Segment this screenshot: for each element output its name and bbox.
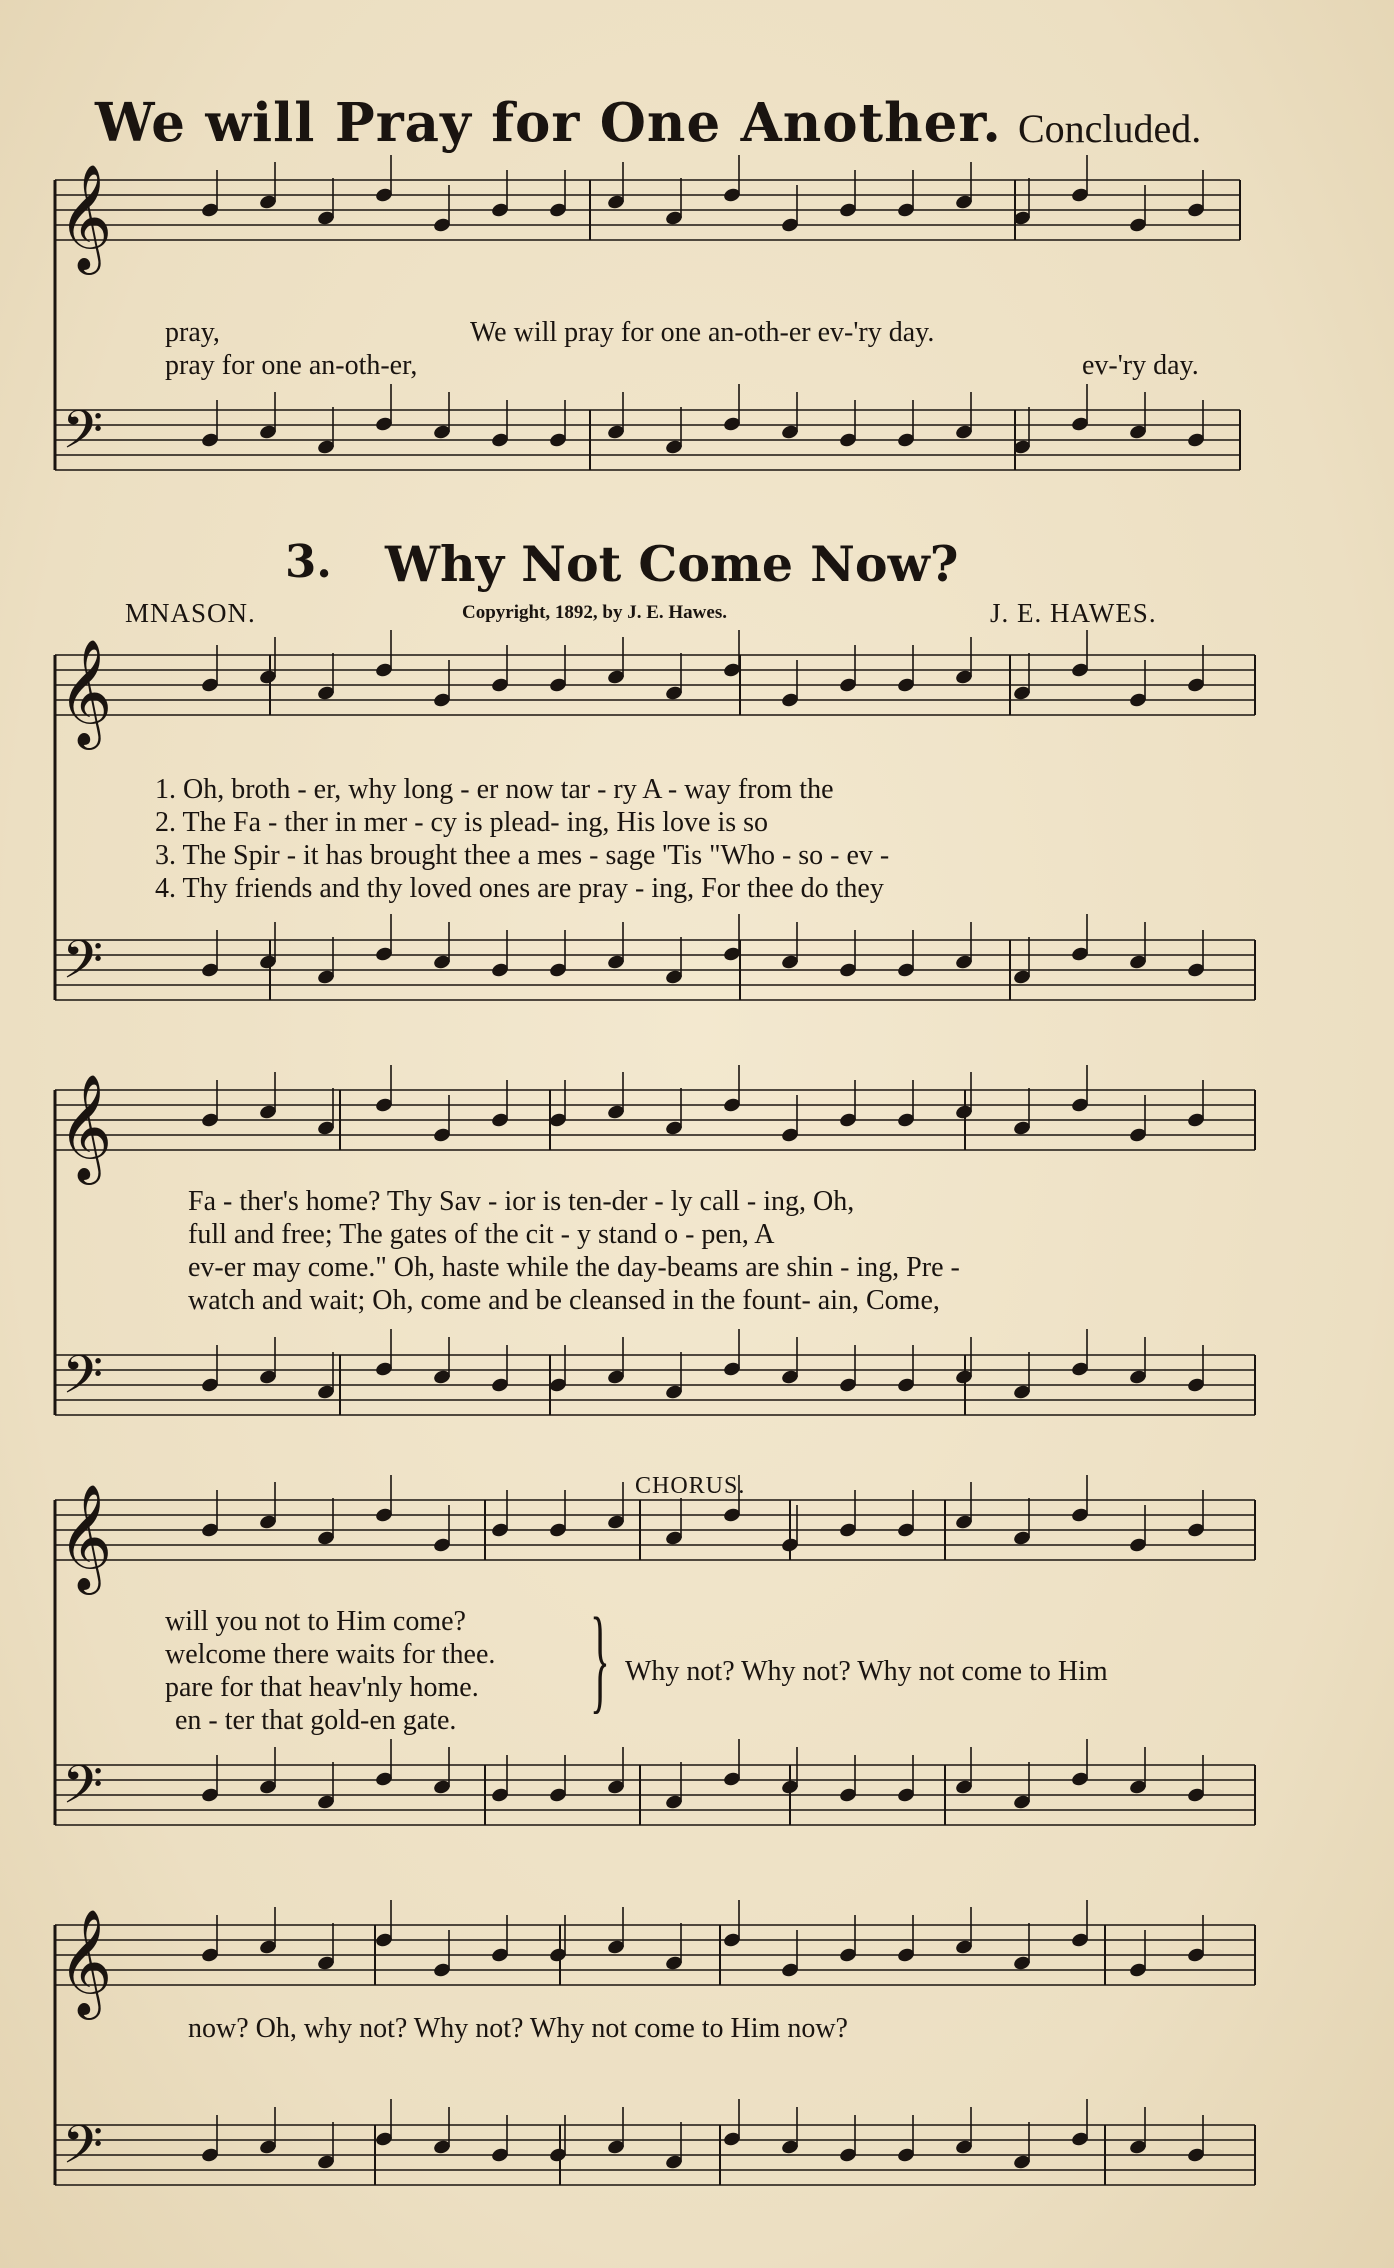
- lyric-pray: pray,: [165, 317, 220, 348]
- composer-name: J. E. HAWES.: [990, 598, 1157, 628]
- tune-name: MNASON.: [125, 598, 256, 628]
- song-number: 3.: [285, 535, 332, 588]
- verse-line: 3. The Spir - it has brought thee a mes - sage 'Tis "Who - so - ev -: [155, 840, 890, 871]
- system-4-treble-clef-icon: 𝄞: [58, 1483, 113, 1590]
- system-4-bass-clef-icon: 𝄢: [62, 1755, 104, 1829]
- verse-line: en - ter that gold-en gate.: [175, 1705, 457, 1736]
- lyric-every-day: ev-'ry day.: [1082, 350, 1199, 381]
- system-5-treble-clef-icon: 𝄞: [58, 1908, 113, 2015]
- verse-line: will you not to Him come?: [165, 1606, 466, 1637]
- lyric-pray-for-one: pray for one an-oth-er,: [165, 350, 418, 381]
- previous-song-title: We will Pray for One Another.: [95, 92, 1002, 154]
- verse-line: Fa - ther's home? Thy Sav - ior is ten-der - ly call - ing, Oh,: [188, 1186, 855, 1217]
- verse-line: ev-er may come." Oh, haste while the day-beams are shin - ing, Pre -: [188, 1252, 960, 1283]
- lyric-we-will-pray: We will pray for one an-oth-er ev-'ry day.: [470, 317, 935, 348]
- chorus-label: CHORUS.: [635, 1473, 746, 1499]
- verse-line: 2. The Fa - ther in mer - cy is plead- ing, His love is so: [155, 807, 769, 838]
- system-3-treble-clef-icon: 𝄞: [58, 1073, 113, 1180]
- system-3-bass-clef-icon: 𝄢: [62, 1345, 104, 1419]
- chorus-line-1: Why not? Why not? Why not come to Him: [625, 1656, 1108, 1687]
- verse-line: 4. Thy friends and thy loved ones are pray - ing, For thee do they: [155, 873, 884, 904]
- verse-line: watch and wait; Oh, come and be cleansed in the fount- ain, Come,: [188, 1285, 940, 1316]
- concluded-label: Concluded.: [1018, 106, 1202, 151]
- verse-brace: }: [590, 1593, 610, 1724]
- system-1-treble-clef-icon: 𝄞: [58, 163, 113, 270]
- copyright-notice: Copyright, 1892, by J. E. Hawes.: [462, 602, 727, 623]
- verse-line: pare for that heav'nly home.: [165, 1672, 479, 1703]
- chorus-line-2: now? Oh, why not? Why not? Why not come to Him now?: [188, 2013, 848, 2044]
- song-title: Why Not Come Now?: [385, 535, 959, 593]
- system-2-treble-clef-icon: 𝄞: [58, 638, 113, 745]
- system-1-bass-clef-icon: 𝄢: [62, 400, 104, 474]
- verse-line: 1. Oh, broth - er, why long - er now tar - ry A - way from the: [155, 774, 834, 805]
- verse-line: welcome there waits for thee.: [165, 1639, 496, 1670]
- verse-line: full and free; The gates of the cit - y stand o - pen, A: [188, 1219, 775, 1250]
- system-2-bass-clef-icon: 𝄢: [62, 930, 104, 1004]
- system-5-bass-clef-icon: 𝄢: [62, 2115, 104, 2189]
